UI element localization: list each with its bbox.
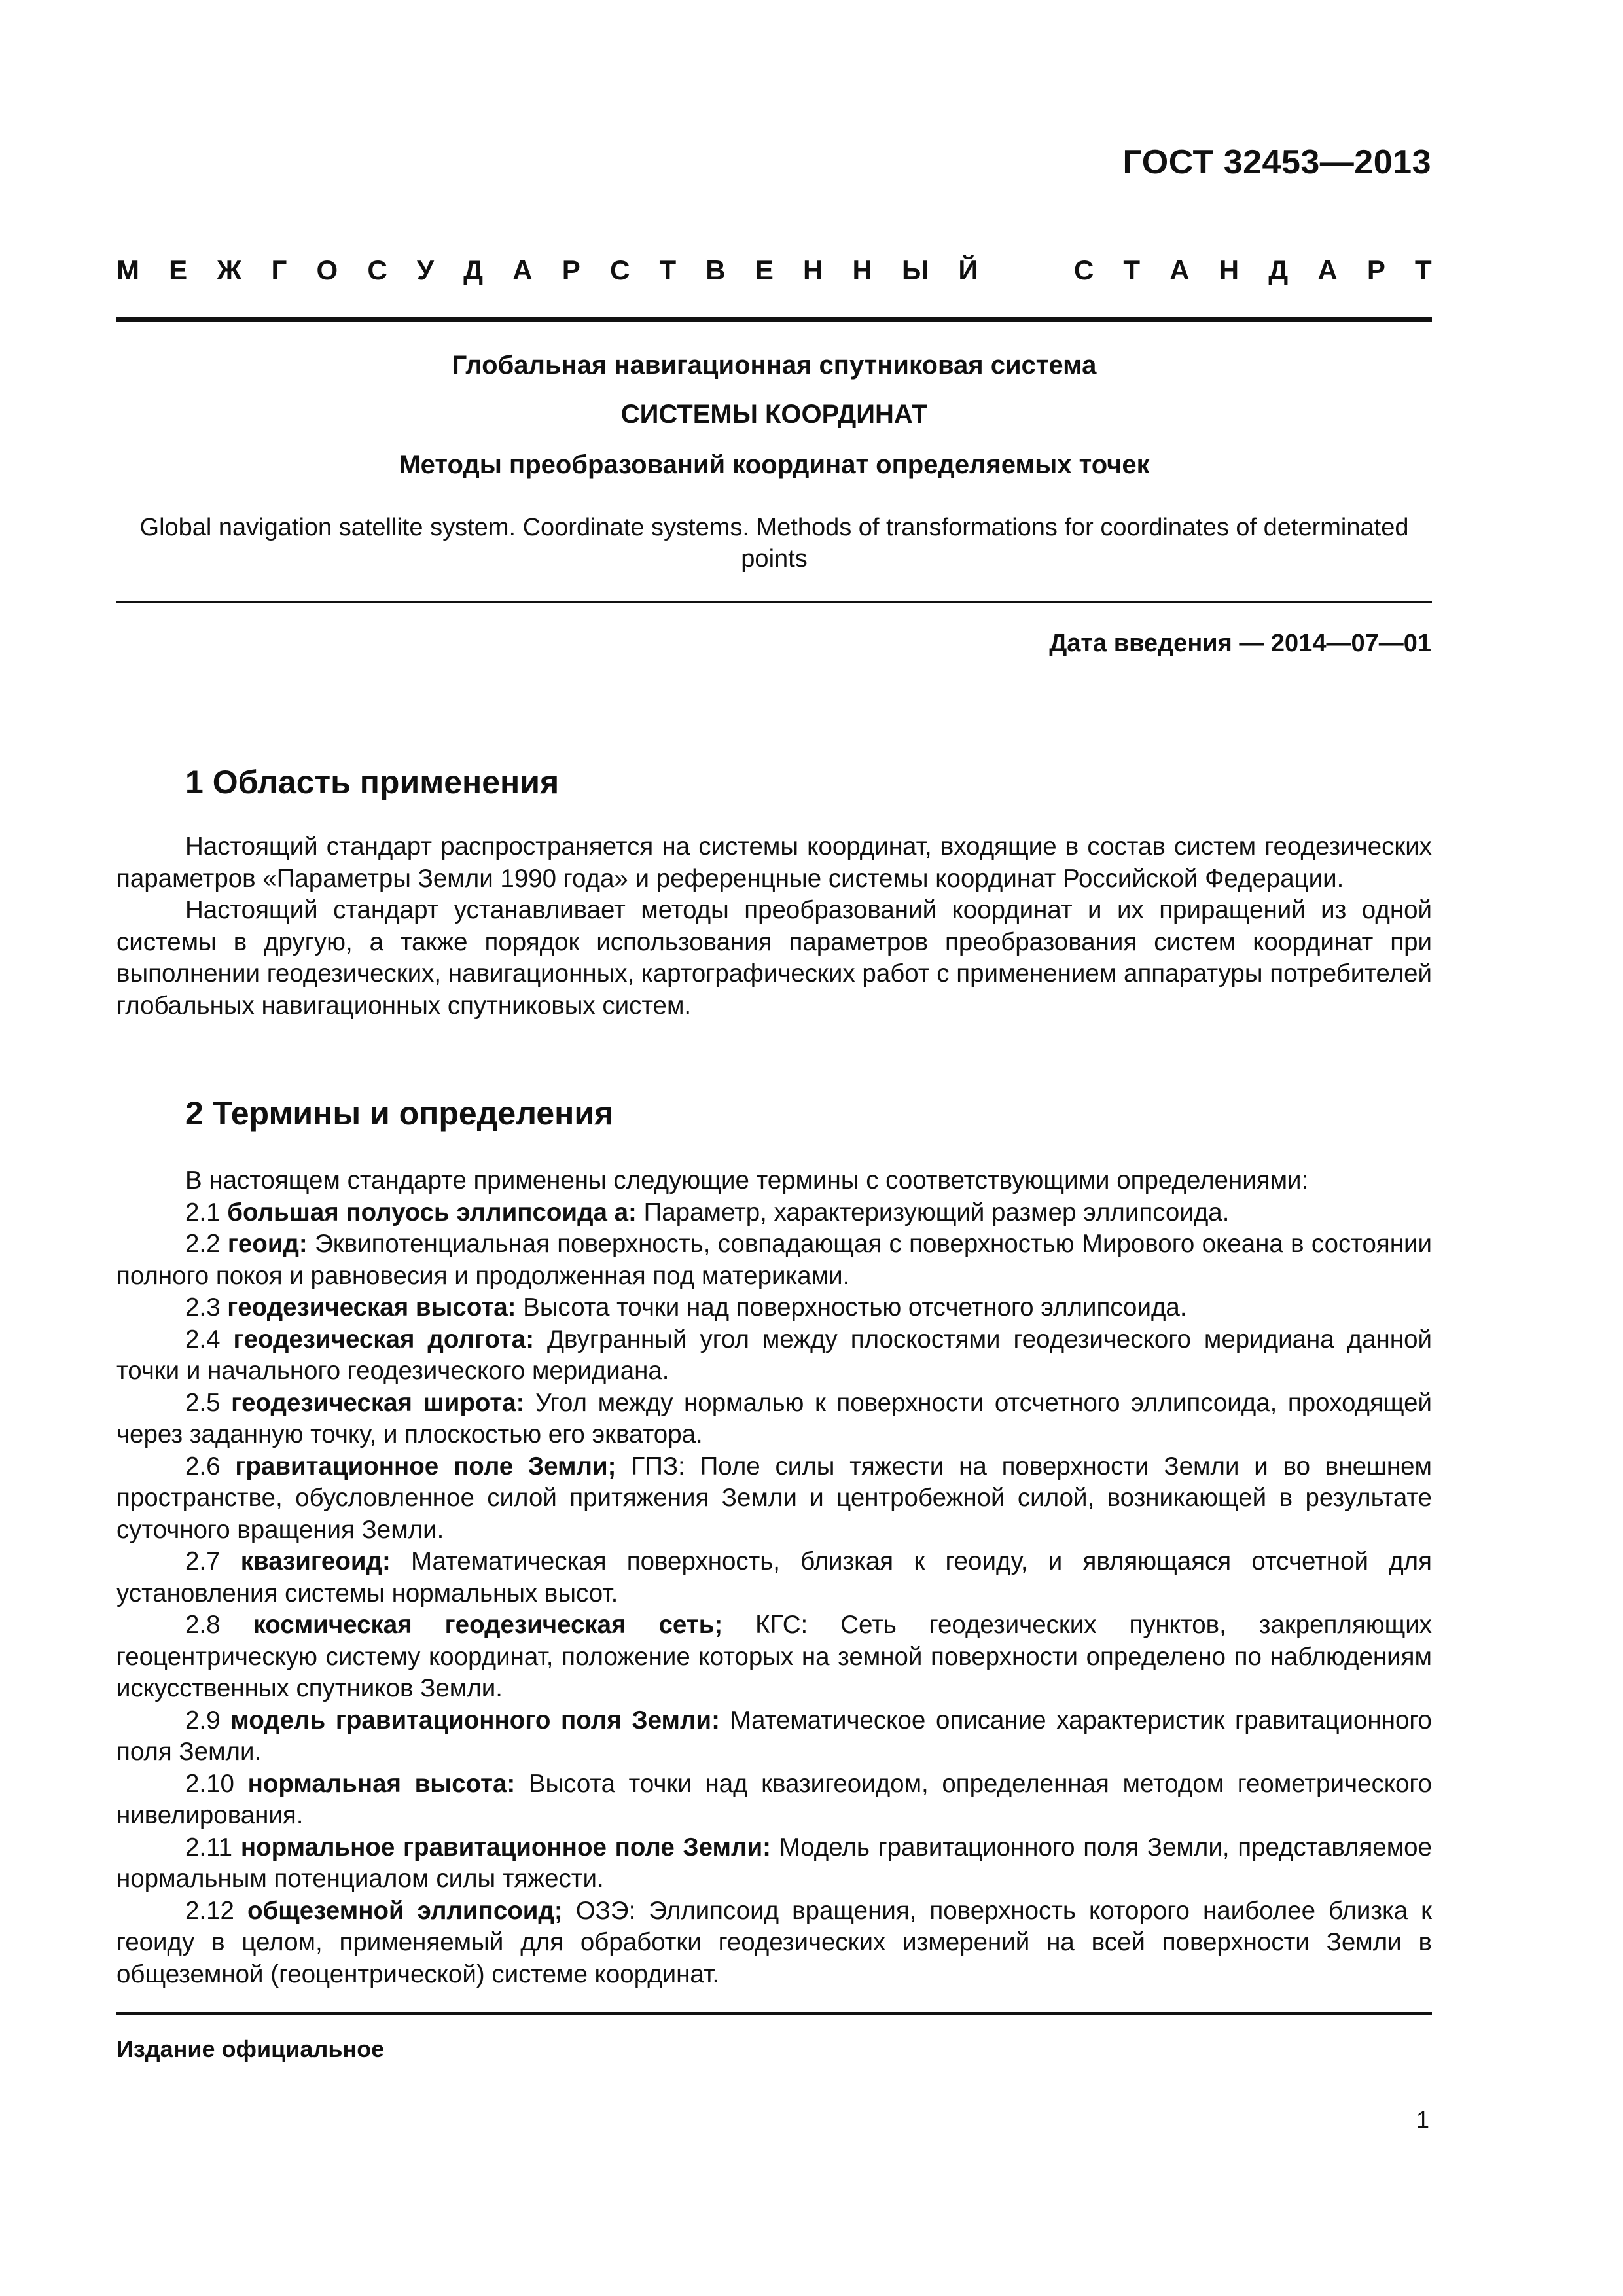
banner-letter: С <box>1073 255 1094 285</box>
banner-letter: Н <box>1219 255 1240 285</box>
term-name: геоид: <box>227 1230 308 1258</box>
term-definition: Эквипотенциальная поверхность, совпадающая с поверхностью Мирового океана в состоянии полного покоя и равновесия и продолженная под материками. <box>116 1230 1432 1290</box>
term-name: большая полуось эллипсоида a: <box>227 1198 637 1227</box>
title-line-1: Глобальная навигационная спутниковая система <box>452 351 1097 380</box>
banner-letter: Ж <box>217 255 242 285</box>
banner-letter: А <box>1169 255 1190 285</box>
banner-letter: Е <box>755 255 774 285</box>
term-number: 2.12 <box>185 1896 234 1925</box>
term-entry <box>116 1197 1432 1229</box>
term-number: 2.6 <box>185 1452 221 1480</box>
banner-letter: Д <box>1268 255 1289 285</box>
term-number: 2.10 <box>185 1769 234 1798</box>
term-entry <box>116 1895 1432 1991</box>
banner-letter: О <box>316 255 338 285</box>
term-entry <box>116 1832 1432 1895</box>
introduction-date: Дата введения — 2014—07—01 <box>1049 630 1431 657</box>
title-line-3: Методы преобразований координат определяемых точек <box>399 450 1150 479</box>
header-rule <box>116 317 1432 322</box>
english-title: Global navigation satellite system. Coordinate systems. Methods of transformations for coordinates of determinated points <box>139 514 1409 573</box>
banner-letter: Т <box>1123 255 1141 285</box>
banner-letter: С <box>367 255 387 285</box>
term-definition: Угол между нормалью к поверхности отсчетного эллипсоида, проходящей через заданную точку, и плоскостью его экватора. <box>116 1388 1433 1448</box>
term-number: 2.1 <box>185 1198 221 1227</box>
banner-letter: Т <box>659 255 677 285</box>
banner-letter: А <box>1317 255 1338 285</box>
term-entry <box>116 1324 1432 1388</box>
section-1-body <box>116 831 1432 1022</box>
edition-label: Издание официальное <box>116 2036 385 2062</box>
term-definition: КГС: Сеть геодезических пунктов, закрепляющих геоцентрическую систему координат, положение которых на земной поверхности определено по наблюдениям искусственных спутников Земли. <box>116 1611 1433 1702</box>
term-entry <box>116 1229 1432 1292</box>
term-name: геодезическая долгота: <box>233 1325 535 1354</box>
standard-banner <box>116 257 1432 284</box>
term-name: модель гравитационного поля Земли: <box>230 1706 720 1734</box>
term-name: космическая геодезическая сеть; <box>253 1611 723 1639</box>
term-definition: Параметр, характеризующий размер эллипсоида. <box>643 1198 1230 1227</box>
term-entry <box>116 1768 1432 1832</box>
term-definition: ОЗЭ: Эллипсоид вращения, поверхность которого наиболее близка к геоиду в целом, применяемый для обработки геодезических измерений на всей поверхности Земли в общеземной (геоцентрической) системе координат. <box>116 1896 1433 1988</box>
term-number: 2.3 <box>185 1293 221 1321</box>
terms-list <box>116 1197 1432 1991</box>
term-entry <box>116 1705 1432 1768</box>
term-entry <box>116 1546 1432 1609</box>
document-number: ГОСТ 32453—2013 <box>1122 143 1431 181</box>
term-definition: Высота точки над квазигеоидом, определенная методом геометрического нивелирования. <box>116 1769 1432 1829</box>
term-name: гравитационное поле Земли; <box>235 1452 616 1480</box>
banner-letter: Р <box>1366 255 1385 285</box>
section-2-heading: 2 Термины и определения <box>185 1095 614 1132</box>
banner-letter: С <box>609 255 630 285</box>
term-name: геодезическая высота: <box>227 1293 516 1321</box>
banner-letter: Р <box>562 255 580 285</box>
term-number: 2.4 <box>185 1325 221 1354</box>
banner-letter: В <box>705 255 726 285</box>
term-number: 2.8 <box>185 1611 221 1639</box>
term-name: нормальное гравитационное поле Земли: <box>240 1833 771 1861</box>
term-definition: Математическое описание характеристик гравитационного поля Земли. <box>116 1706 1432 1766</box>
term-entry <box>116 1609 1432 1705</box>
banner-letter: У <box>416 255 434 285</box>
banner-letter: Н <box>852 255 872 285</box>
section-2-body <box>116 1165 1432 1990</box>
banner-letter: Ы <box>902 255 929 285</box>
term-entry <box>116 1388 1432 1451</box>
term-definition: Математическая поверхность, близкая к геоиду, и являющаяся отсчетной для установления системы нормальных высот. <box>116 1547 1432 1607</box>
term-name: квазигеоид: <box>240 1547 391 1575</box>
banner-letter: Н <box>803 255 823 285</box>
section-2-intro: В настоящем стандарте применены следующие термины с соответствующими определениями: <box>185 1166 1309 1194</box>
term-number: 2.2 <box>185 1230 221 1258</box>
term-number: 2.5 <box>185 1388 221 1417</box>
term-definition: Высота точки над поверхностью отсчетного эллипсоида. <box>523 1293 1187 1321</box>
term-name: общеземной эллипсоид; <box>247 1896 563 1925</box>
paragraph: Настоящий стандарт распространяется на системы координат, входящие в состав систем геодезических параметров «Параметры Земли 1990 года» и референцные системы координат Российской Федерации. <box>116 833 1432 893</box>
term-number: 2.11 <box>185 1833 233 1861</box>
banner-letter: Е <box>169 255 188 285</box>
term-definition: Модель гравитационного поля Земли, представляемое нормальным потенциалом силы тяжести. <box>116 1833 1432 1893</box>
banner-letter: Й <box>958 255 978 285</box>
term-number: 2.7 <box>185 1547 221 1575</box>
banner-letter: Т <box>1415 255 1432 285</box>
paragraph: Настоящий стандарт устанавливает методы преобразований координат и их приращений из одной системы в другую, а также порядок использования параметров преобразования систем координат при выполнении геодезических, навигационных, картографических работ с применением аппаратуры потребителей глобальных навигационных спутниковых систем. <box>116 896 1432 1020</box>
term-name: геодезическая широта: <box>231 1388 525 1417</box>
banner-letter: Д <box>463 255 484 285</box>
term-name: нормальная высота: <box>247 1769 516 1798</box>
section-1-heading: 1 Область применения <box>185 764 560 800</box>
term-entry <box>116 1292 1432 1324</box>
term-entry <box>116 1451 1432 1547</box>
page-number: 1 <box>1416 2106 1429 2133</box>
term-number: 2.9 <box>185 1706 221 1734</box>
footer-rule <box>116 2012 1432 2015</box>
banner-letter: А <box>512 255 533 285</box>
term-definition: Двугранный угол между плоскостями геодезического меридиана данной точки и начального геодезического меридиана. <box>116 1325 1432 1385</box>
term-definition: ГПЗ: Поле силы тяжести на поверхности Земли и во внешнем пространстве, обусловленное силой притяжения Земли и центробежной силой, возникающей в результате суточного вращения Земли. <box>116 1452 1433 1544</box>
banner-word-gap <box>1008 257 1044 284</box>
title-rule <box>116 601 1432 603</box>
banner-letter: М <box>116 255 139 285</box>
title-line-2: СИСТЕМЫ КООРДИНАТ <box>620 400 928 429</box>
banner-letter: Г <box>271 255 287 285</box>
